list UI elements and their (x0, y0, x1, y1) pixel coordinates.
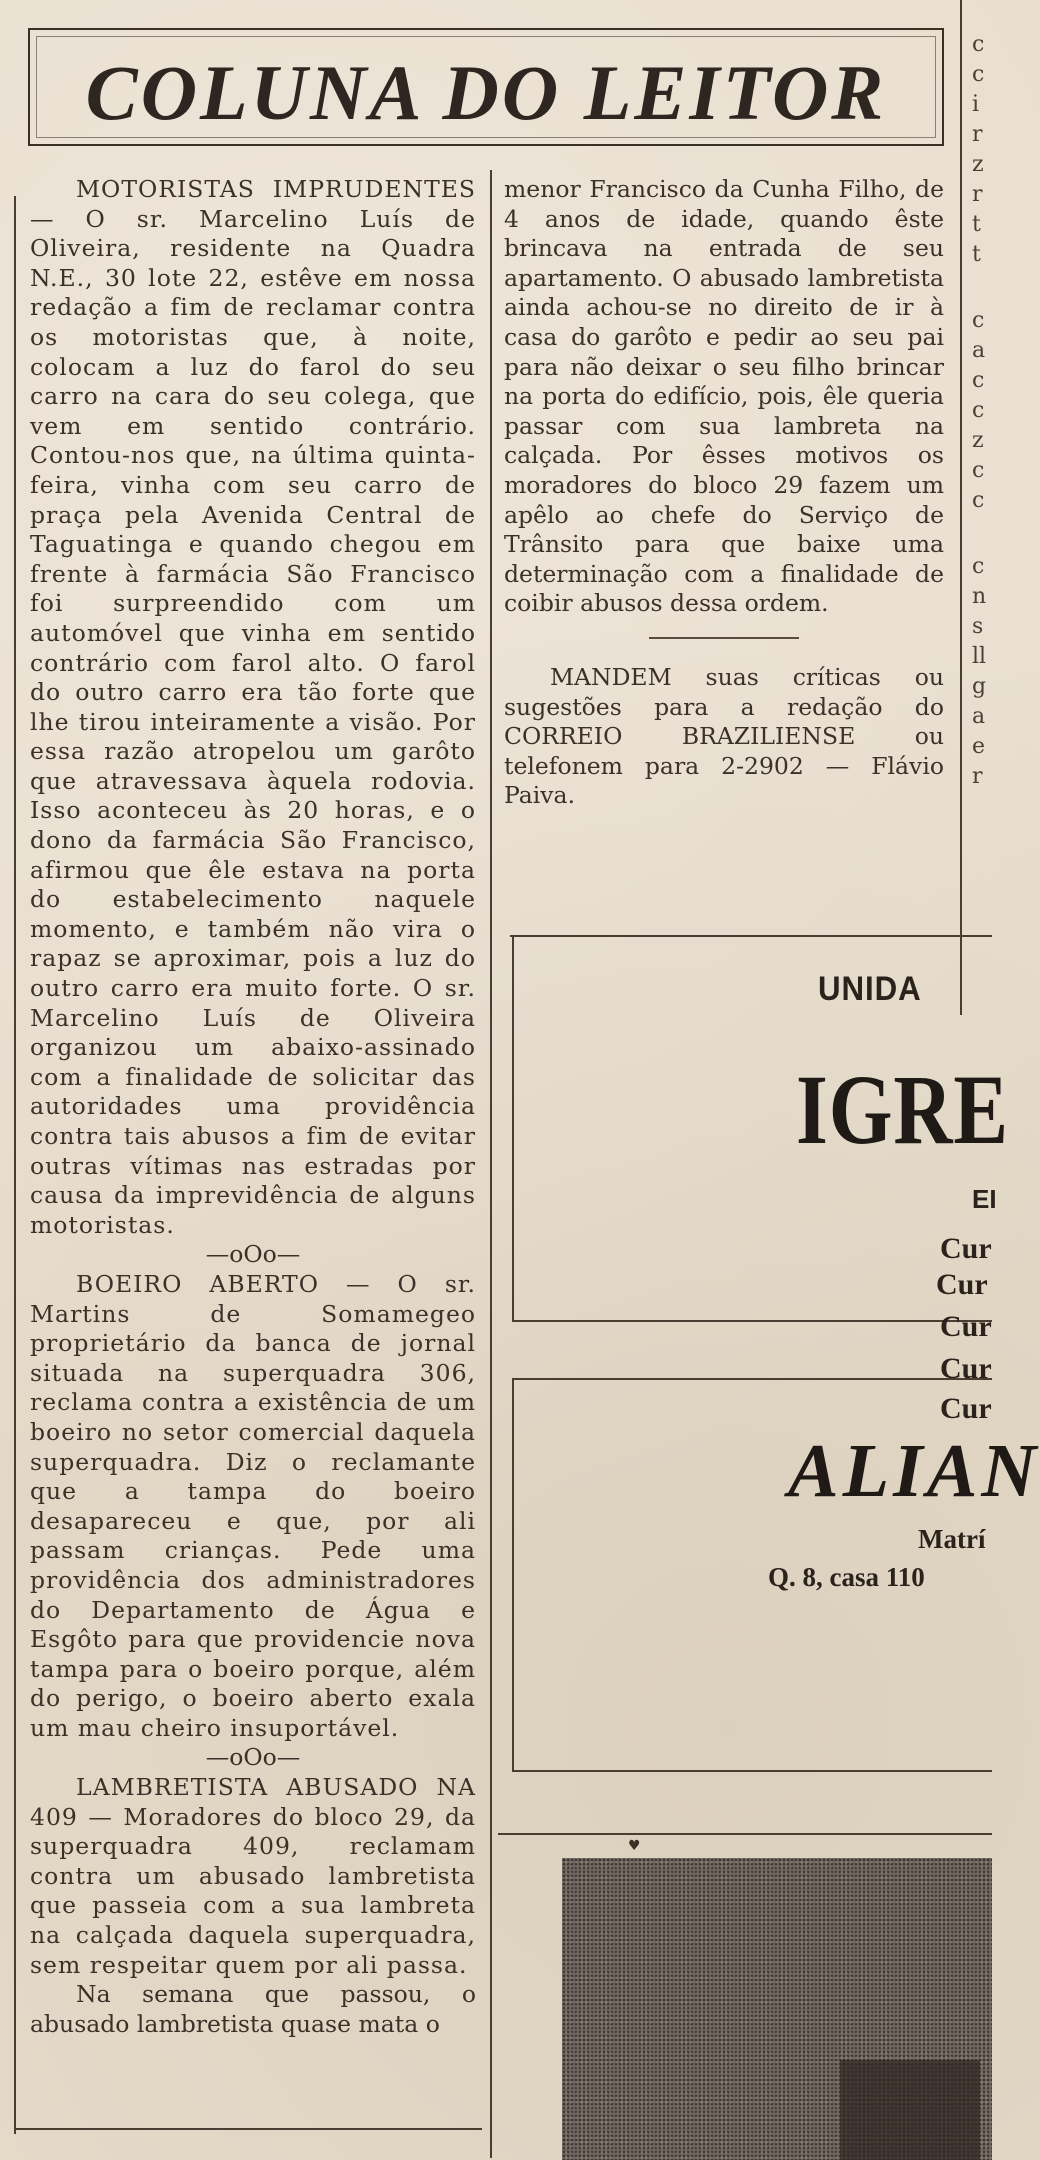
ad-course-line: Cur (936, 1268, 988, 1301)
ad-course-line: Cur (940, 1352, 992, 1385)
fragment: i (972, 92, 980, 117)
fragment: c (972, 32, 985, 57)
left-bottom-rule (14, 2128, 482, 2130)
ad-bottom-top-border (512, 1378, 992, 1380)
right-column-rule (960, 0, 962, 1015)
article-lambretista: LAMBRETISTA ABUSADO NA 409 — Moradores do bloco 29, da superquadra 409, reclamam contra um abusado lambretista que passeia com a sua lambreta na calçada daquela superquadra, sem respeitar quem por ali passa. (30, 1773, 476, 1979)
ad-alianca-brand: ALIAN (788, 1429, 1040, 1513)
fragment: a (972, 704, 986, 729)
fragment: r (972, 764, 983, 789)
article-column-left (30, 175, 476, 2039)
fragment: ll (972, 644, 987, 669)
ad-course-line: Cur (940, 1392, 992, 1425)
center-column-rule (490, 170, 492, 2158)
ad-unida-text: UNIDA (818, 970, 922, 1008)
fragment: z (972, 428, 984, 453)
fragment: r (972, 122, 983, 147)
ad-top-left-border (512, 935, 514, 1320)
article-column-middle (504, 175, 944, 811)
fragment: c (972, 398, 985, 423)
ad-bottom-left-border (512, 1378, 514, 1770)
fragment: t (972, 212, 981, 237)
ad-bottom-bottom-border (512, 1770, 992, 1772)
article-boeiro: BOEIRO ABERTO — O sr. Martins de Somamegeo proprietário da banca de jornal situada na superquadra 306, reclama contra a existência de um boeiro no setor comercial daquela superquadra. Diz o reclamante que a tampa do boeiro desapareceu e que, por ali passam crianças. Pede uma providência dos administradores do Departamento de Água e Esgôto para que providencie nova tampa para o boeiro porque, além do perigo, o boeiro aberto exala um mau cheiro insuportável. (30, 1269, 476, 1742)
ad-address: Q. 8, casa 110 (768, 1562, 925, 1592)
fragment: c (972, 488, 985, 513)
ad-small-text: EI (972, 1184, 997, 1214)
photo-top-rule (498, 1833, 992, 1835)
short-divider (649, 637, 799, 639)
ad-course-line: Cur (940, 1310, 992, 1343)
fragment: g (972, 674, 987, 699)
page-title: COLUNA DO LEITOR (85, 49, 887, 136)
fragment: a (972, 338, 986, 363)
ad-igreja-headline: IGRE (796, 1054, 1009, 1165)
contact-note: MANDEM suas críticas ou sugestões para a redação do CORREIO BRAZILIENSE ou telefonem para 2-2902 — Flávio Paiva. (504, 662, 944, 810)
right-edge-fragments (972, 30, 992, 792)
photo-marker-icon: ♥ (628, 1838, 641, 1854)
fragment: c (972, 554, 985, 579)
ad-top-bottom-border (512, 1320, 992, 1322)
left-column-rule (14, 196, 16, 2134)
fragment: n (972, 584, 987, 609)
photo-dark-region (840, 2060, 980, 2160)
masthead-box (28, 28, 944, 146)
section-separator: —oOo— (205, 1240, 301, 1269)
fragment: z (972, 152, 984, 177)
article-lambretista-continued: menor Francisco da Cunha Filho, de 4 anos de idade, quando êste brincava na entrada de seu apartamento. O abusado lambretista ainda achou-se no direito de ir à casa do garôto e pedir ao seu pai para não deixar o seu filho brincar na porta do edifício, pois, êle queria passar com sua lambreta na calçada. Por êsses motivos os moradores do bloco 29 fazem um apêlo ao chefe do Serviço de Trânsito para que baixe uma determinação com a finalidade de coibir abusos dessa ordem. (504, 175, 944, 618)
section-separator: —oOo— (205, 1743, 301, 1772)
fragment: r (972, 182, 983, 207)
fragment: c (972, 458, 985, 483)
fragment: t (972, 242, 981, 267)
article-lambretista-cont: Na semana que passou, o abusado lambretista quase mata o (30, 1980, 476, 2038)
article-motoristas: MOTORISTAS IMPRUDENTES — O sr. Marcelino Luís de Oliveira, residente na Quadra N.E., 30 lote 22, estêve em nossa redação a fim de reclamar contra os motoristas que, à noite, colocam a luz do farol do seu carro na cara do seu colega, que vem em sentido contrário. Contou-nos que, na última quinta-feira, vinha com seu carro de praça pela Avenida Central de Taguatinga e quando chegou em frente à farmácia São Francisco foi surpreendido com um automóvel que vinha em sentido contrário com farol alto. O farol do outro carro era tão forte que lhe tirou inteiramente a visão. Por essa razão atropelou um garôto que atravessava àquela rodovia. Isso aconteceu às 20 horas, e o dono da farmácia São Francisco, afirmou que êle estava na porta do estabelecimento naquele momento, e também não vira o rapaz se aproximar, pois a luz do outro carro era muito forte. O sr. Marcelino Luís de Oliveira organizou um abaixo-assinado com a finalidade de solicitar das autoridades uma providência contra tais abusos a fim de evitar outras vítimas nas estradas por causa da imprevidência de alguns motoristas. (30, 175, 476, 1239)
fragment: e (972, 734, 986, 759)
fragment: c (972, 308, 985, 333)
ad-course-line: Cur (940, 1232, 992, 1265)
fragment: c (972, 62, 985, 87)
ad-top-border (510, 935, 992, 937)
fragment: s (972, 614, 984, 639)
fragment: c (972, 368, 985, 393)
ad-matriculas: Matrí (918, 1524, 986, 1554)
